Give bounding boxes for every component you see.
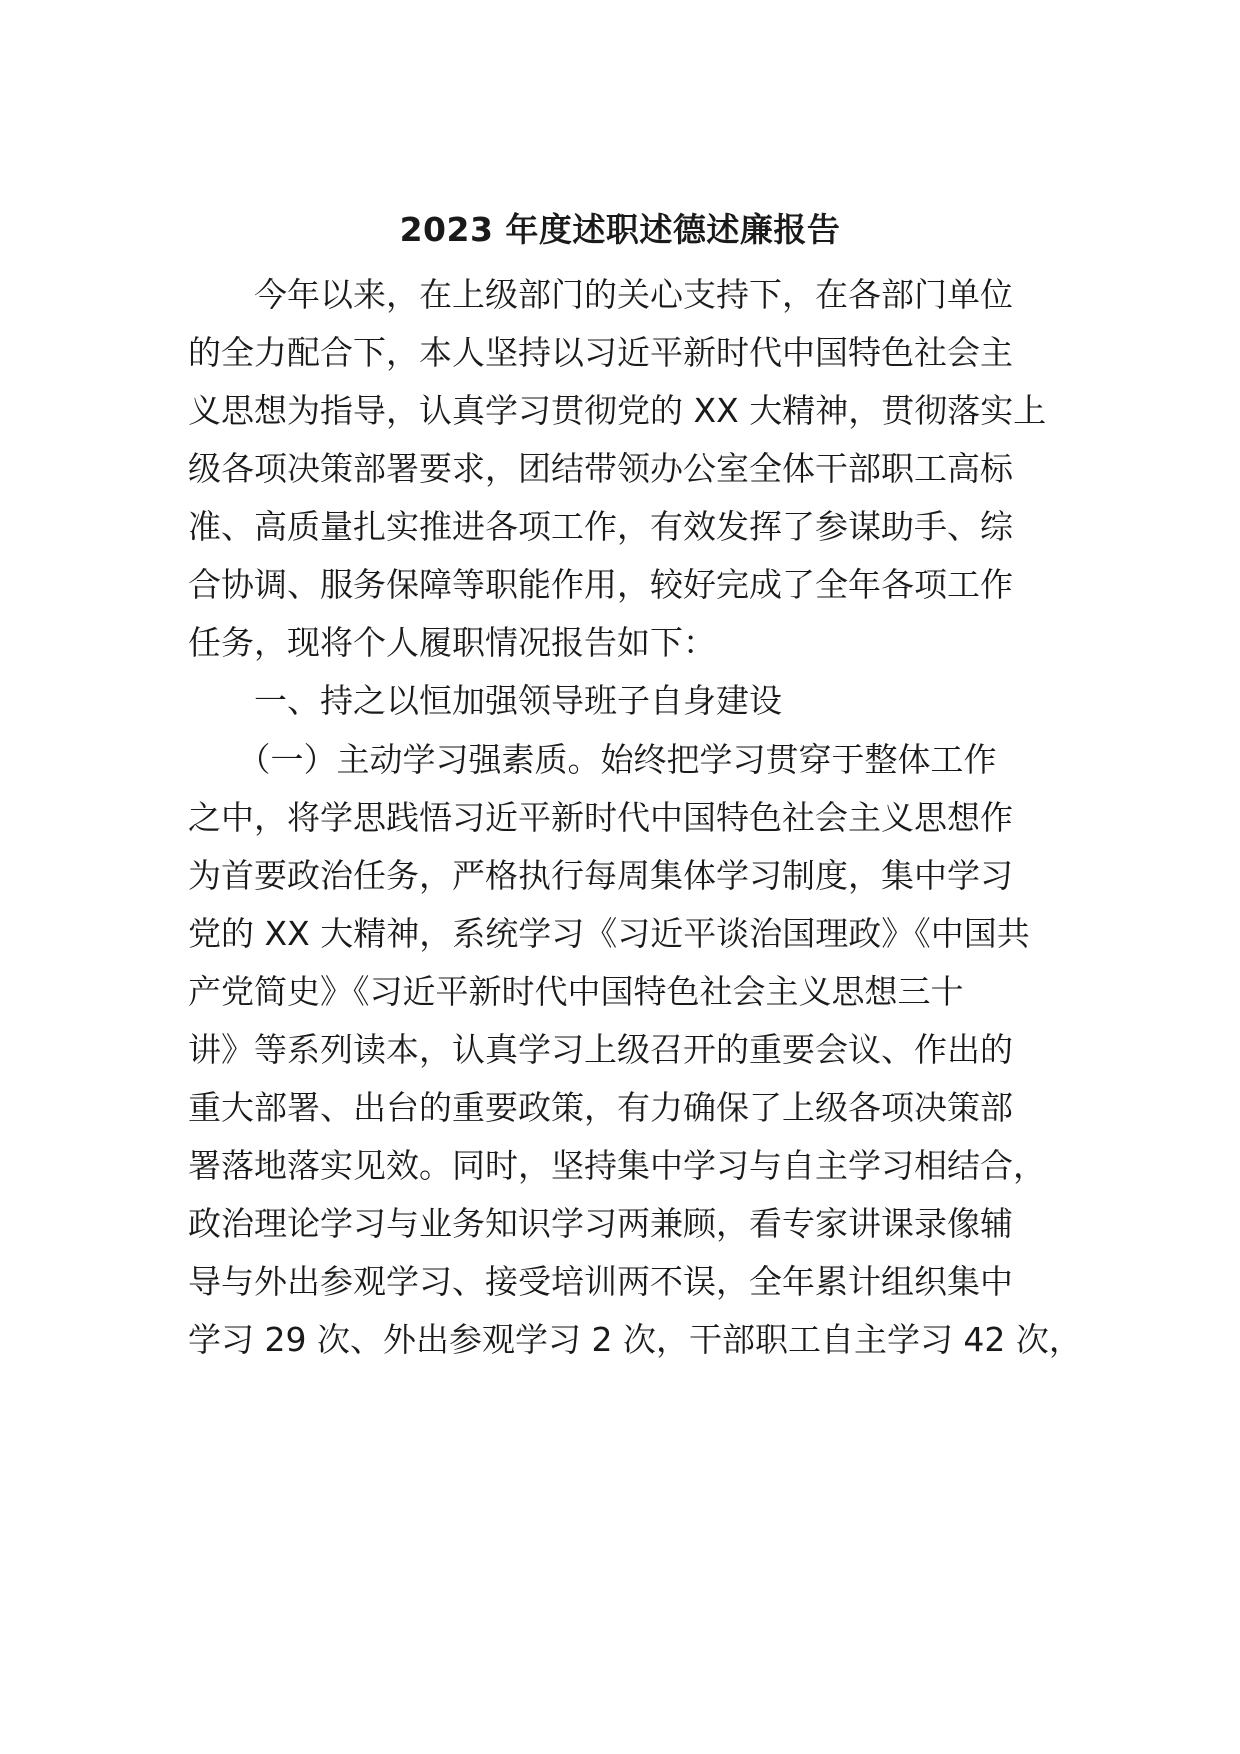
body-line: 义思想为指导，认真学习贯彻党的 XX 大精神，贯彻落实上	[188, 391, 1047, 430]
body-line: 准、高质量扎实推进各项工作，有效发挥了参谋助手、综	[188, 507, 1013, 546]
body-line: 为首要政治任务，严格执行每周集体学习制度，集中学习	[188, 856, 1013, 895]
body-line: 产党简史》《习近平新时代中国特色社会主义思想三十	[188, 972, 964, 1011]
body-line: 合协调、服务保障等职能作用，较好完成了全年各项工作	[188, 565, 1013, 604]
body-line: 重大部署、出台的重要政策，有力确保了上级各项决策部	[188, 1088, 1013, 1127]
body-line: 讲》等系列读本，认真学习上级召开的重要会议、作出的	[188, 1030, 1013, 1069]
body-line: 级各项决策部署要求，团结带领办公室全体干部职工高标	[188, 449, 1013, 488]
body-line: 的全力配合下，本人坚持以习近平新时代中国特色社会主	[188, 333, 1013, 372]
body-line: 导与外出参观学习、接受培训两不误，全年累计组织集中	[188, 1262, 1013, 1301]
body-line: （一）主动学习强素质。始终把学习贯穿于整体工作	[188, 740, 997, 779]
body-line: 署落地落实见效。同时，坚持集中学习与自主学习相结合，	[188, 1146, 1046, 1185]
body-line: 之中，将学思践悟习近平新时代中国特色社会主义思想作	[188, 798, 1013, 837]
document-title: 2023 年度述职述德述廉报告	[399, 210, 841, 249]
body-line: 今年以来，在上级部门的关心支持下，在各部门单位	[188, 275, 1013, 314]
body-line: 任务，现将个人履职情况报告如下：	[188, 623, 716, 662]
section-heading: 一、持之以恒加强领导班子自身建设	[188, 681, 782, 720]
body-line: 党的 XX 大精神，系统学习《习近平谈治国理政》《中国共	[188, 914, 1030, 953]
body-line: 学习 29 次、外出参观学习 2 次，干部职工自主学习 42 次，	[188, 1320, 1082, 1359]
body-line: 政治理论学习与业务知识学习两兼顾，看专家讲课录像辅	[188, 1204, 1013, 1243]
